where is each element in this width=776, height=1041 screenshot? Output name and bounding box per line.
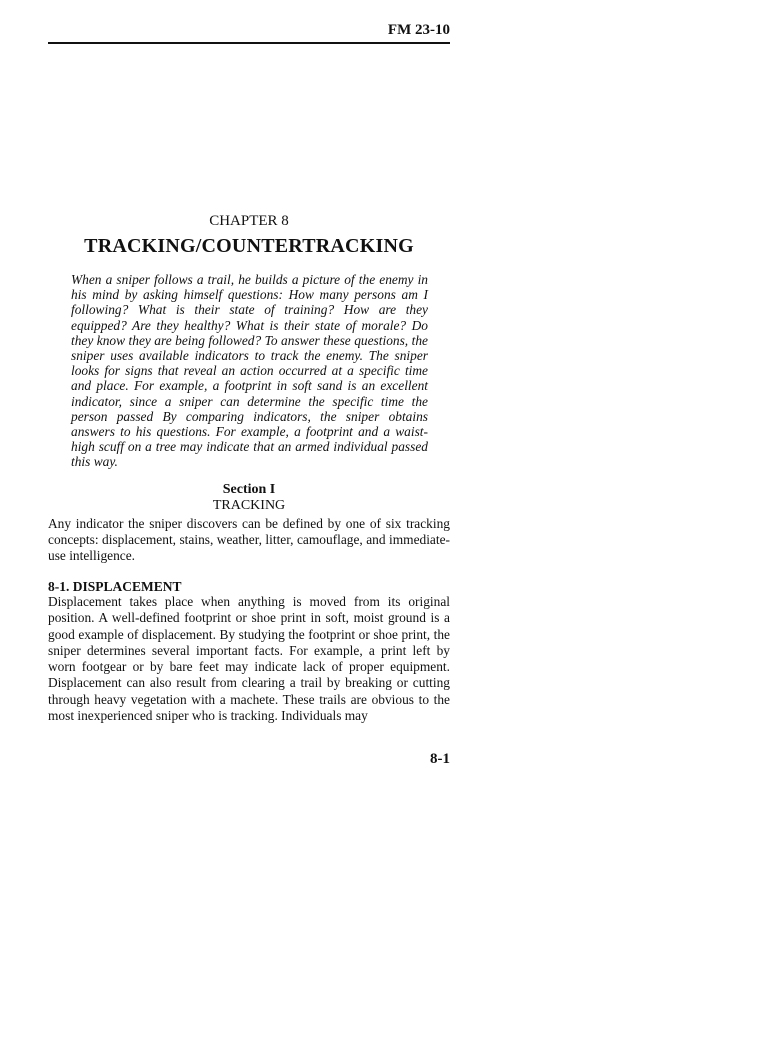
section-number: Section I xyxy=(222,482,276,497)
tracking-concepts-paragraph: Any indicator the sniper discovers can be defined by one of six tracking concepts: displacement, stains, weather, litter, camouflage, and immediate-use intelligence. xyxy=(48,516,450,563)
subsection-heading: 8-1. DISPLACEMENT xyxy=(48,579,182,594)
page-number: 8-1 xyxy=(430,751,450,767)
chapter-number: CHAPTER 8 xyxy=(209,213,289,229)
displacement-paragraph: Displacement takes place when anything is moved from its original position. A well-defined footprint or shoe print in soft, moist ground is a good example of displacement. By studying the footprint or shoe print, the sniper determines several important facts. For example, a print left by worn footgear or by bare feet may indicate lack of proper equipment. Displacement can also result from clearing a trail by breaking or cutting through heavy vegetation with a machete. These trails are obvious to the most inexperienced sniper who is tracking. Individuals may xyxy=(48,594,450,724)
header-rule xyxy=(48,42,450,44)
manual-id: FM 23-10 xyxy=(387,22,450,38)
chapter-intro: When a sniper follows a trail, he builds a picture of the enemy in his mind by asking himself questions: How many persons am I following? What is their state of training? How are they equipped? Are they healthy? What is their state of morale? Do they know they are being followed? To answer these questions, the sniper uses available indicators to track the enemy. The sniper looks for signs that reveal an action occurred at a specific time and place. For example, a footprint in soft sand is an excellent indicator, since a sniper can determine the specific time the person passed By comparing indicators, the sniper obtains answers to his questions. For example, a footprint and a waist-high scuff on a tree may indicate that an armed individual passed this way. xyxy=(71,272,428,470)
chapter-title: TRACKING/COUNTERTRACKING xyxy=(84,235,414,257)
section-title: TRACKING xyxy=(212,498,286,513)
